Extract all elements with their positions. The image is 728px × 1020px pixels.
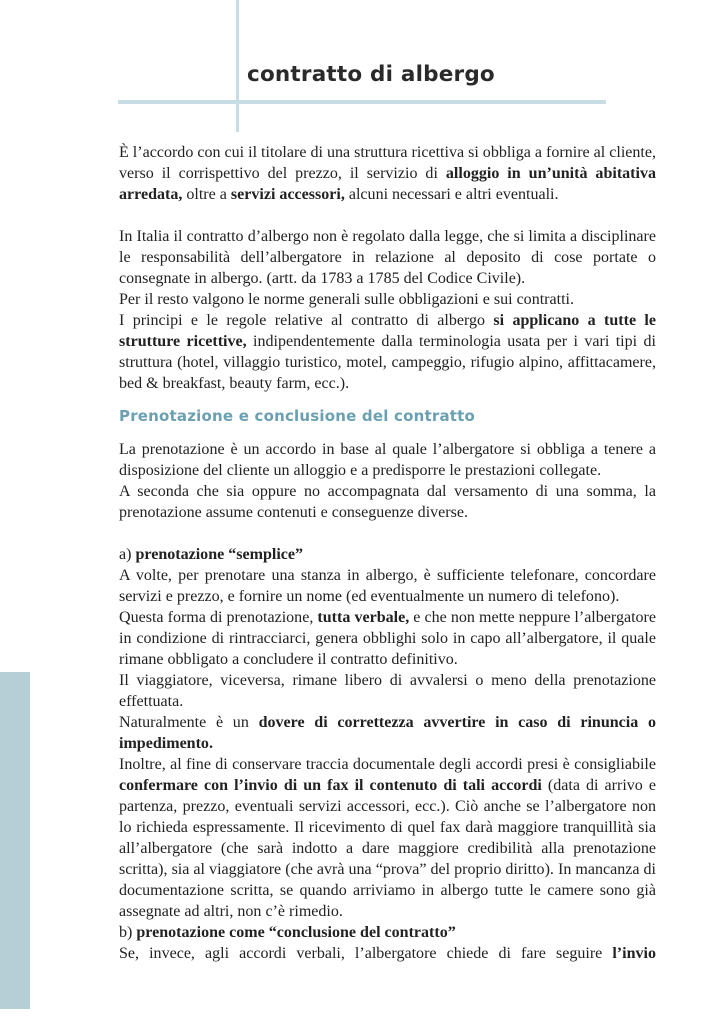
page-body xyxy=(119,142,656,964)
text: indipendentemente dalla terminologia usata per i vari tipi di struttura (hotel, villaggio turistico, motel, campeggio, rifugio alpino, affittacamere, bed & breakfast, beauty farm, ecc.). xyxy=(119,333,656,392)
paragraph-continuation xyxy=(119,943,656,964)
header-horizontal-rule xyxy=(118,100,606,104)
spacer xyxy=(119,427,656,439)
paragraph-fax-confirmation xyxy=(119,754,656,922)
spacer xyxy=(119,523,656,544)
emphasis: confermare con l’invio di un fax il contenuto di tali accordi xyxy=(119,777,542,794)
text: È l’accordo con cui il titolare di una struttura ricettiva si obbliga a fornire al cliente, verso il corrispettivo del prezzo, il servizio di xyxy=(119,144,656,182)
text: (data di arrivo e partenza, prezzo, eventuali servizi accessori, ecc.). Ciò anche se l’albergatore non lo richieda espressamente. Il ricevimento di quel fax darà maggiore tranquillità sia all’albergatore (che sarà indotto a dare maggiore credibilità alla prenotazione scritta), sia al viaggiatore (che avrà una “prova” del proprio diritto). In mancanza di documentazione scritta, se quando arriviamo in albergo tutte le camere sono già assegnate ad altri, non c’è rimedio. xyxy=(119,777,656,920)
spacer xyxy=(119,394,656,406)
paragraph-duty xyxy=(119,712,656,754)
paragraph-phone-booking: A volte, per prenotare una stanza in albergo, è sufficiente telefonare, concordare servizi e prezzo, e fornire un nome (ed eventualmente un numero di telefono). xyxy=(119,567,656,605)
page-title: contratto di albergo xyxy=(247,62,495,87)
text: Questa forma di prenotazione, xyxy=(119,609,318,626)
emphasis: si applicano a tutte le strutture ricettive, xyxy=(119,312,656,350)
emphasis: tutta verbale, xyxy=(317,609,410,626)
text: b) xyxy=(119,924,137,941)
paragraph-general-rules: Per il resto valgono le norme generali sulle obbligazioni e sui contratti. xyxy=(119,291,574,308)
text: Inoltre, al fine di conservare traccia documentale degli accordi presi è consigliabile xyxy=(119,756,656,773)
text: oltre a xyxy=(182,186,231,203)
paragraph-reservation-definition: La prenotazione è un accordo in base al quale l’albergatore si obbliga a tenere a disposizione del cliente un alloggio e a predisporre le prestazioni collegate. xyxy=(119,441,656,479)
spacer xyxy=(119,205,656,226)
subheading-simple-reservation xyxy=(119,544,656,565)
emphasis: prenotazione “semplice” xyxy=(135,546,304,563)
side-tab-marker xyxy=(0,672,30,1009)
emphasis: l’invio xyxy=(612,945,656,962)
emphasis: dovere di correttezza avvertire in caso di rinuncia o impedimento. xyxy=(119,714,656,752)
text: Se, invece, agli accordi verbali, l’albergatore chiede di fare seguire xyxy=(119,945,613,962)
text: Naturalmente è un xyxy=(119,714,259,731)
paragraph-principles xyxy=(119,310,656,394)
paragraph-verbal-form xyxy=(119,607,656,670)
paragraph-traveller-free: Il viaggiatore, viceversa, rimane libero di avvalersi o meno della prenotazione effettuata. xyxy=(119,672,656,710)
subheading-contract-reservation xyxy=(119,922,656,943)
text: a) xyxy=(119,546,136,563)
paragraph-regulation: In Italia il contratto d’albergo non è regolato dalla legge, che si limita a disciplinare le responsabilità dell’albergatore in relazione al deposito di cose portate o consegnate in albergo. (artt. da 1783 a 1785 del Codice Civile). xyxy=(119,228,656,287)
paragraph-definition xyxy=(119,142,656,205)
emphasis: prenotazione come “conclusione del contratto” xyxy=(136,924,456,941)
section-heading: Prenotazione e conclusione del contratto xyxy=(119,407,476,425)
header-vertical-rule xyxy=(236,0,239,132)
paragraph-reservation-variants: A seconda che sia oppure no accompagnata dal versamento di una somma, la prenotazione assume contenuti e conseguenze diverse. xyxy=(119,483,656,521)
text: I principi e le regole relative al contratto di albergo xyxy=(119,312,494,329)
emphasis: servizi accessori, xyxy=(230,186,345,203)
emphasis: alloggio in un’unità abitativa arredata, xyxy=(119,165,656,203)
text: alcuni necessari e altri eventuali. xyxy=(344,186,559,203)
text: e che non mette neppure l’albergatore in condizione di rintracciarci, genera obblighi solo in capo all’albergatore, il quale rimane obbligato a concludere il contratto definitivo. xyxy=(119,609,656,668)
